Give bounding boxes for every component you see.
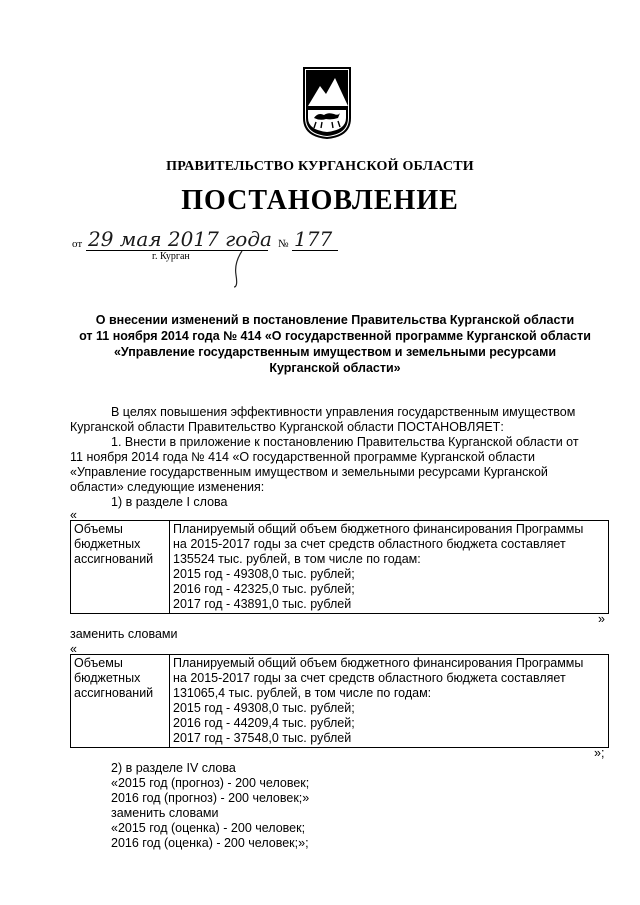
preamble-line: Курганской области Правительство Курганской области ПОСТАНОВЛЯЕТ:	[70, 420, 504, 434]
budget-label-cell: Объемы бюджетных ассигнований	[71, 655, 170, 748]
item-text: «Управление государственным имуществом и земельными ресурсами Курганской	[70, 465, 548, 479]
quote-open: «	[70, 642, 77, 656]
pen-stroke-icon	[228, 249, 250, 289]
number-prefix: №	[278, 238, 289, 250]
coat-of-arms-icon	[302, 66, 352, 140]
budget-table-old	[70, 520, 609, 614]
preamble-line: В целях повышения эффективности управления государственным имуществом	[111, 405, 576, 419]
subject-line: от 11 ноября 2014 года № 414 «О государственной программе Курганской области	[79, 329, 591, 343]
document-subject	[60, 312, 610, 376]
section4-old-line: «2015 год (прогноз) - 200 человек;	[111, 776, 310, 790]
date-prefix: от	[72, 238, 83, 250]
item-text: 11 ноября 2014 года № 414 «О государственной программе Курганской области	[70, 450, 536, 464]
subitem-1: 1) в разделе I слова	[111, 495, 228, 509]
subject-line: «Управление государственным имуществом и земельными ресурсами	[113, 345, 557, 359]
replace-words-label: заменить словами	[111, 806, 219, 820]
document-type-title: ПОСТАНОВЛЕНИЕ	[181, 185, 459, 216]
subject-line: О внесении изменений в постановление Правительства Курганской области	[95, 313, 575, 327]
budget-text-cell: Планируемый общий объем бюджетного финансирования Программы на 2015-2017 годы за счет средств областного бюджета составляет 135524 тыс. рублей, в том числе по годам: 2015 год - 49308,0 тыс. рублей; 2016 год - 42325,0 тыс. рублей; 2017 год - 43891,0 тыс. рублей	[170, 521, 609, 614]
budget-table-new	[70, 654, 609, 748]
section4-new-line: 2016 год (оценка) - 200 человек;»;	[111, 836, 309, 850]
item-text: 1. Внести в приложение к постановлению Правительства Курганской области от	[111, 435, 579, 449]
item-text: области» следующие изменения:	[70, 480, 265, 494]
handwritten-number: 177	[294, 227, 333, 251]
subject-line: Курганской области»	[269, 361, 401, 375]
replace-words-label: заменить словами	[70, 627, 178, 641]
handwritten-date: 29 мая 2017 года	[88, 227, 272, 251]
section4-old-line: 2016 год (прогноз) - 200 человек;»	[111, 791, 310, 805]
date-number-line	[72, 229, 372, 253]
quote-close: »;	[594, 746, 605, 760]
budget-label-cell: Объемы бюджетных ассигнований	[71, 521, 170, 614]
government-name: ПРАВИТЕЛЬСТВО КУРГАНСКОЙ ОБЛАСТИ	[166, 159, 474, 174]
quote-open: «	[70, 508, 77, 522]
budget-text-cell: Планируемый общий объем бюджетного финансирования Программы на 2015-2017 годы за счет средств областного бюджета составляет 131065,4 тыс. рублей, в том числе по годам: 2015 год - 49308,0 тыс. рублей; 2016 год - 44209,4 тыс. рублей; 2017 год - 37548,0 тыс. рублей	[170, 655, 609, 748]
subitem-2: 2) в разделе IV слова	[111, 761, 236, 775]
quote-close: »	[598, 612, 605, 626]
section4-new-line: «2015 год (оценка) - 200 человек;	[111, 821, 306, 835]
city-name: г. Курган	[152, 251, 190, 262]
